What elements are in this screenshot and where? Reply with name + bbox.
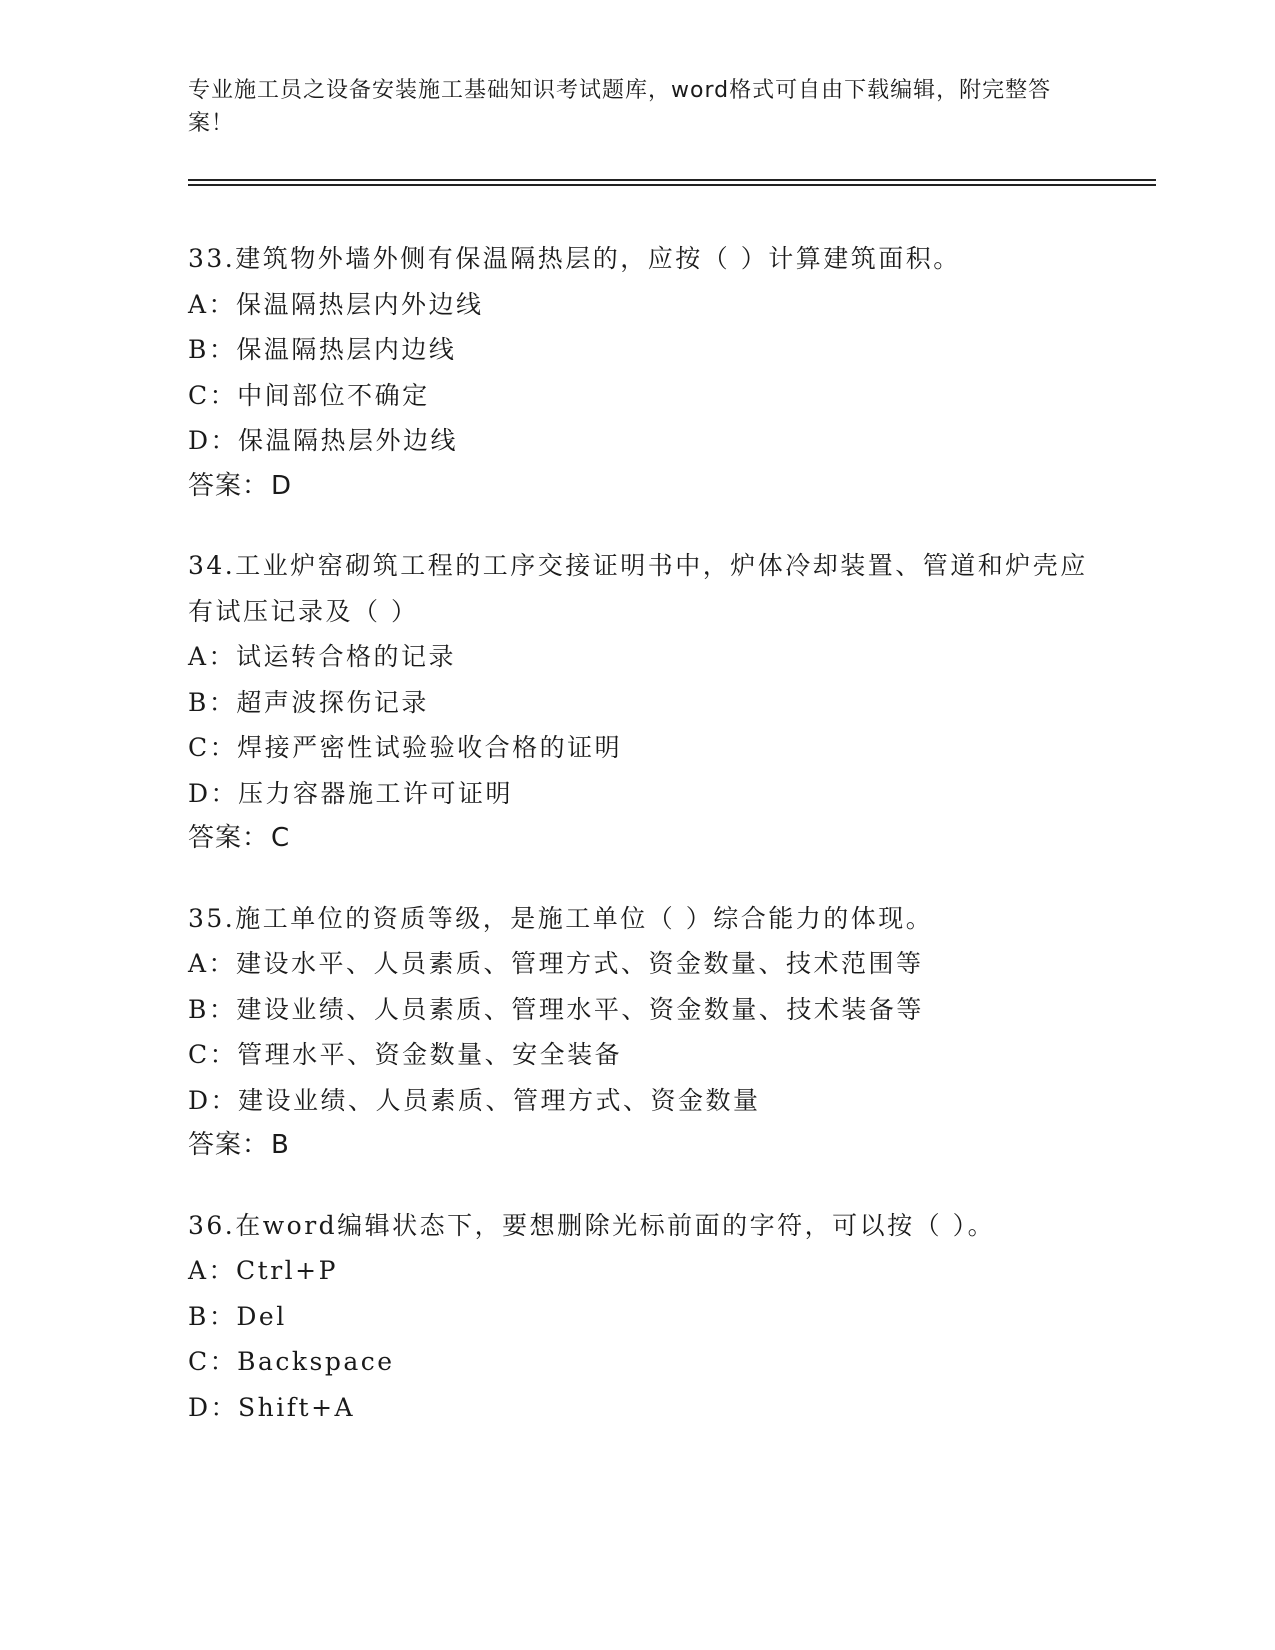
question-34 [188,543,1088,862]
option-a: A：Ctrl+P [188,1256,338,1285]
answer-line [188,1123,1088,1169]
answer-line [188,464,1088,510]
option-c: C：管理水平、资金数量、安全装备 [188,1040,623,1069]
answer-label: 答案： [188,823,270,853]
document-header: 专业施工员之设备安装施工基础知识考试题库，word格式可自由下载编辑，附完整答案！ [188,78,1052,136]
question-text: 34.工业炉窑砌筑工程的工序交接证明书中，炉体冷却装置、管道和炉壳应有试压记录及（ ） [188,551,1088,626]
option-a: A：试运转合格的记录 [188,642,457,671]
option-b: B：超声波探伤记录 [188,687,429,717]
option-c: C：Backspace [188,1347,395,1376]
header-divider-bottom [188,184,1156,186]
option-c: C：中间部位不确定 [188,380,430,410]
question-33 [188,236,1088,509]
answer-value: B [271,1130,290,1160]
option-a: A：建设水平、人员素质、管理方式、资金数量、技术范围等 [188,949,924,978]
option-b: B：建设业绩、人员素质、管理水平、资金数量、技术装备等 [188,994,924,1024]
option-d: D：Shift+A [188,1392,356,1422]
question-35 [188,896,1088,1169]
header-divider-top [188,179,1156,181]
question-list [188,236,1088,1464]
answer-label: 答案： [188,470,270,501]
option-c: C：焊接严密性试验验收合格的证明 [188,733,623,762]
answer-value: D [271,470,293,501]
question-text: 35.施工单位的资质等级，是施工单位（ ）综合能力的体现。 [188,903,934,933]
answer-label: 答案： [188,1130,270,1160]
answer-value: C [271,823,291,853]
option-a: A：保温隔热层内外边线 [188,289,484,319]
option-d: D：建设业绩、人员素质、管理方式、资金数量 [188,1085,761,1115]
option-d: D：压力容器施工许可证明 [188,778,514,808]
option-d: D：保温隔热层外边线 [188,426,459,455]
option-b: B：Del [188,1301,287,1331]
answer-line [188,816,1088,862]
question-text: 33.建筑物外墙外侧有保温隔热层的，应按（ ）计算建筑面积。 [188,244,961,273]
option-b: B：保温隔热层内边线 [188,335,457,364]
question-text: 36.在word编辑状态下，要想删除光标前面的字符，可以按（ ）。 [188,1210,996,1240]
question-36 [188,1203,1088,1431]
